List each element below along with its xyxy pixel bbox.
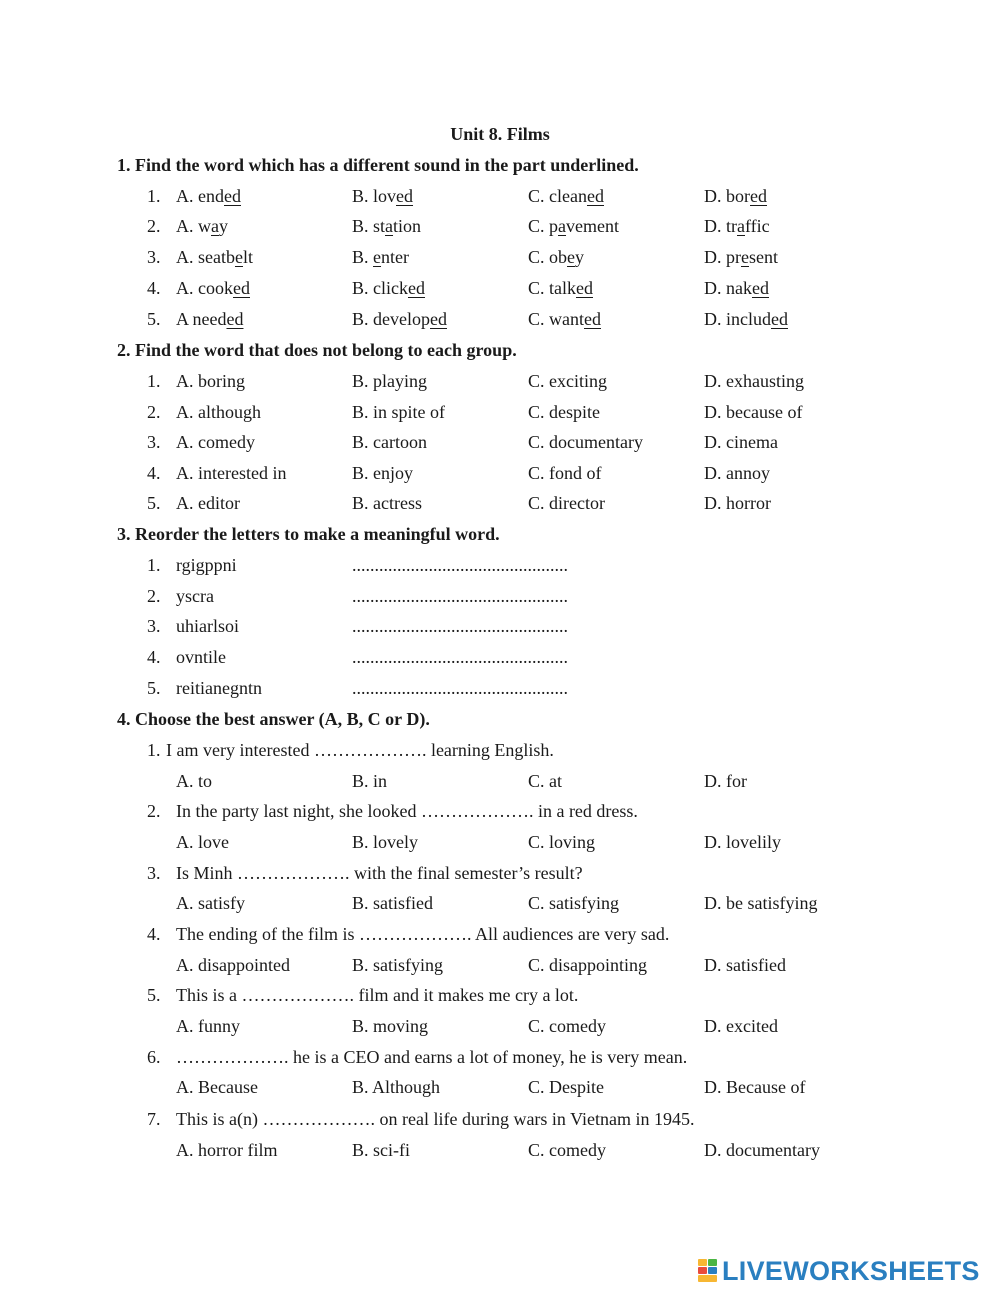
option-a: A. way (176, 216, 228, 236)
question-number: 2. (147, 801, 161, 821)
underlined-part: ed (584, 309, 601, 329)
option-b: B. developed (352, 309, 447, 329)
option-a: A. although (176, 402, 261, 422)
item-number: 2. (147, 586, 161, 606)
item-number: 1. (147, 371, 161, 391)
option-b: B. enter (352, 247, 409, 267)
s4-question-7 (0, 1107, 1000, 1133)
option-c: C. wanted (528, 309, 601, 329)
underlined-part: ed (233, 278, 250, 298)
option-a[interactable]: A. to (176, 771, 212, 791)
s4-question-3 (0, 861, 1000, 887)
logo-text: LIVEWORKSHEETS (722, 1256, 980, 1286)
question-text: In the party last night, she looked ………………. in a red dress. (176, 801, 638, 821)
option-c: C. director (528, 493, 605, 513)
item-number: 5. (147, 493, 161, 513)
option-c[interactable]: C. Despite (528, 1077, 604, 1097)
underlined-part: e (373, 247, 382, 267)
item-number: 1. (147, 186, 161, 206)
option-a: A. editor (176, 493, 240, 513)
logo-blocks-icon (698, 1259, 718, 1283)
underlined-part: ed (430, 309, 447, 329)
option-d[interactable]: D. lovelily (704, 832, 781, 852)
s1-item-4 (0, 276, 1000, 302)
option-b: B. playing (352, 371, 427, 391)
underlined-part: ed (750, 186, 767, 206)
s3-item-4 (0, 645, 1000, 671)
option-d: D. cinema (704, 432, 778, 452)
item-number: 3. (147, 432, 161, 452)
item-number: 4. (147, 463, 161, 483)
option-c[interactable]: C. satisfying (528, 893, 620, 913)
underlined-part: a (211, 216, 219, 236)
page-title: Unit 8. Films (450, 124, 550, 144)
question-number: 5. (147, 985, 161, 1005)
option-d[interactable]: D. satisfied (704, 955, 786, 975)
option-a: A needed (176, 309, 244, 329)
option-b[interactable]: B. satisfied (352, 893, 433, 913)
scrambled-word: rgigppni (176, 555, 237, 575)
underlined-part: ed (576, 278, 593, 298)
question-text: The ending of the film is ………………. All audiences are very sad. (176, 924, 670, 944)
section-1-heading: 1. Find the word which has a different sound in the part underlined. (117, 155, 639, 175)
option-b: B. actress (352, 493, 422, 513)
option-d: D. exhausting (704, 371, 804, 391)
question-text: ………………. he is a CEO and earns a lot of money, he is very mean. (176, 1047, 688, 1067)
option-d[interactable]: D. Because of (704, 1077, 806, 1097)
option-c[interactable]: C. disappointing (528, 955, 648, 975)
logo-block-2 (708, 1259, 717, 1266)
logo-block-3 (698, 1267, 707, 1274)
option-a: A. seatbelt (176, 247, 253, 267)
section-3-heading: 3. Reorder the letters to make a meaningful word. (117, 524, 500, 544)
option-a: A. ended (176, 186, 241, 206)
s1-item-2 (0, 214, 1000, 240)
underlined-part: ed (224, 186, 241, 206)
option-a[interactable]: A. horror film (176, 1140, 278, 1160)
question-text: This is a ………………. film and it makes me cry a lot. (176, 985, 579, 1005)
option-c: C. documentary (528, 432, 643, 452)
option-c: C. pavement (528, 216, 619, 236)
s4-question-5 (0, 983, 1000, 1009)
option-d[interactable]: D. documentary (704, 1140, 820, 1160)
item-number: 3. (147, 616, 161, 636)
option-a: A. boring (176, 371, 245, 391)
option-a[interactable]: A. disappointed (176, 955, 290, 975)
option-c: C. obey (528, 247, 585, 267)
question-text: I am very interested ………………. learning English. (166, 740, 554, 760)
item-number: 2. (147, 216, 161, 236)
s2-item-2 (0, 400, 1000, 426)
answer-blank[interactable]: ................................................ (352, 555, 568, 575)
option-b: B. station (352, 216, 422, 236)
underlined-part: ed (226, 309, 244, 329)
option-a: A. cooked (176, 278, 250, 298)
s3-item-5 (0, 676, 1000, 702)
option-b: B. enjoy (352, 463, 413, 483)
logo-block-5 (698, 1275, 717, 1282)
option-a: A. interested in (176, 463, 287, 483)
underlined-part: a (385, 216, 394, 236)
option-b[interactable]: B. satisfying (352, 955, 444, 975)
option-d: D. naked (704, 278, 769, 298)
question-text: Is Minh ………………. with the final semester’s result? (176, 863, 583, 883)
logo-block-1 (698, 1259, 707, 1266)
s4-options-2 (0, 830, 1000, 856)
s1-item-3 (0, 245, 1000, 271)
liveworksheets-logo[interactable] (698, 1257, 980, 1285)
option-c: C. despite (528, 402, 600, 422)
question-number: 1. (147, 740, 161, 760)
option-b[interactable]: B. in (352, 771, 388, 791)
question-number: 4. (147, 924, 161, 944)
option-d: D. bored (704, 186, 767, 206)
option-d: D. horror (704, 493, 771, 513)
s4-options-1 (0, 769, 1000, 795)
s4-options-5 (0, 1014, 1000, 1040)
option-c[interactable]: C. comedy (528, 1140, 606, 1160)
option-a[interactable]: A. love (176, 832, 229, 852)
question-text: This is a(n) ………………. on real life during wars in Vietnam in 1945. (176, 1109, 695, 1129)
s4-options-7 (0, 1138, 1000, 1164)
option-d: D. present (704, 247, 778, 267)
underlined-part: e (234, 247, 243, 267)
s4-question-2 (0, 799, 1000, 825)
option-c[interactable]: C. at (528, 771, 562, 791)
section-2-heading: 2. Find the word that does not belong to each group. (117, 340, 517, 360)
option-b: B. loved (352, 186, 414, 206)
s2-item-3 (0, 430, 1000, 456)
option-c: C. talked (528, 278, 593, 298)
s1-item-1 (0, 184, 1000, 210)
option-b[interactable]: B. sci-fi (352, 1140, 410, 1160)
underlined-part: ed (586, 186, 604, 206)
question-number: 6. (147, 1047, 161, 1067)
s4-options-6 (0, 1075, 1000, 1101)
option-c[interactable]: C. comedy (528, 1016, 606, 1036)
option-c: C. fond of (528, 463, 602, 483)
scrambled-word: yscra (176, 586, 214, 606)
option-b[interactable]: B. lovely (352, 832, 418, 852)
scrambled-word: ovntile (176, 647, 226, 667)
item-number: 4. (147, 647, 161, 667)
option-a[interactable]: A. satisfy (176, 893, 245, 913)
option-d: D. traffic (704, 216, 770, 236)
option-d: D. because of (704, 402, 803, 422)
option-a[interactable]: A. Because (176, 1077, 258, 1097)
option-d[interactable]: D. be satisfying (704, 893, 818, 913)
option-b: B. clicked (352, 278, 425, 298)
s3-item-1 (0, 553, 1000, 579)
option-b[interactable]: B. Although (352, 1077, 441, 1097)
scrambled-word: uhiarlsoi (176, 616, 239, 636)
option-c: C. cleaned (528, 186, 604, 206)
underlined-part: ed (752, 278, 769, 298)
option-d: D. included (704, 309, 788, 329)
option-c: C. exciting (528, 371, 607, 391)
s1-item-5 (0, 307, 1000, 333)
question-number: 3. (147, 863, 161, 883)
answer-blank[interactable]: ................................................ (352, 616, 568, 636)
item-number: 1. (147, 555, 161, 575)
s2-item-4 (0, 461, 1000, 487)
underlined-part: ed (396, 186, 414, 206)
s4-options-3 (0, 891, 1000, 917)
s3-item-3 (0, 614, 1000, 640)
underlined-part: a (558, 216, 567, 236)
scrambled-word: reitianegntn (176, 678, 262, 698)
option-d: D. annoy (704, 463, 770, 483)
option-a: A. comedy (176, 432, 255, 452)
item-number: 2. (147, 402, 161, 422)
underlined-part: a (737, 216, 745, 236)
option-b: B. in spite of (352, 402, 445, 422)
answer-blank[interactable]: ................................................ (352, 678, 568, 698)
s4-question-1 (0, 738, 1000, 764)
option-b: B. cartoon (352, 432, 427, 452)
item-number: 3. (147, 247, 161, 267)
underlined-part: ed (408, 278, 425, 298)
section-4-heading: 4. Choose the best answer (A, B, C or D). (117, 709, 430, 729)
s4-question-6 (0, 1045, 1000, 1071)
underlined-part: e (567, 247, 576, 267)
option-d[interactable]: D. for (704, 771, 747, 791)
s3-item-2 (0, 584, 1000, 610)
s2-item-5 (0, 491, 1000, 517)
question-number: 7. (147, 1109, 161, 1129)
s4-question-4 (0, 922, 1000, 948)
answer-blank[interactable]: ................................................ (352, 647, 568, 667)
answer-blank[interactable]: ................................................ (352, 586, 568, 606)
logo-block-4 (708, 1267, 717, 1274)
underlined-part: ed (771, 309, 788, 329)
s4-options-4 (0, 953, 1000, 979)
option-b[interactable]: B. moving (352, 1016, 429, 1036)
item-number: 5. (147, 309, 161, 329)
item-number: 5. (147, 678, 161, 698)
option-a[interactable]: A. funny (176, 1016, 240, 1036)
option-d[interactable]: D. excited (704, 1016, 778, 1036)
underlined-part: e (741, 247, 749, 267)
option-c[interactable]: C. loving (528, 832, 596, 852)
s2-item-1 (0, 369, 1000, 395)
item-number: 4. (147, 278, 161, 298)
